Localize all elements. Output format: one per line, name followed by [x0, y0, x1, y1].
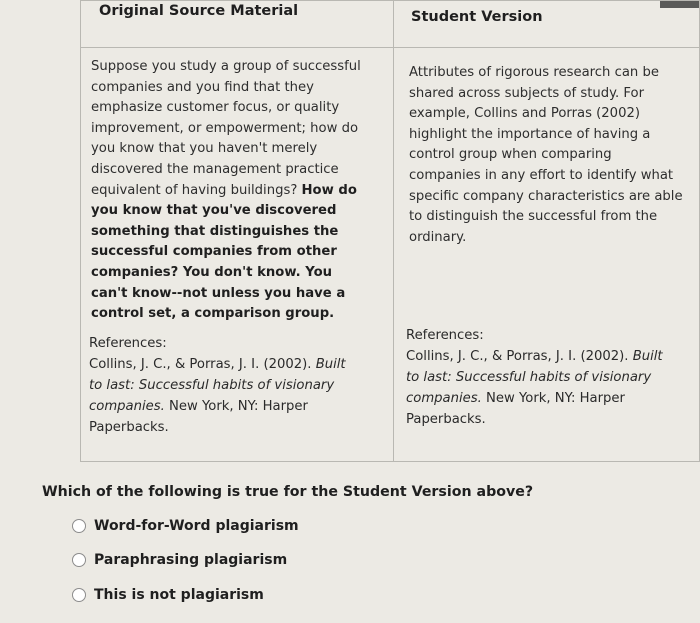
- original-line: companies and you find that they: [91, 79, 314, 95]
- reference-italic: companies.: [89, 399, 165, 414]
- reference-italic: companies.: [406, 391, 482, 406]
- references-label: References:: [406, 328, 484, 343]
- original-line-bold: How do: [301, 182, 357, 198]
- student-header: Student Version: [411, 9, 543, 25]
- original-line-bold: companies? You don't know. You: [91, 264, 333, 280]
- option-label: This is not plagiarism: [94, 587, 264, 603]
- comparison-table: [80, 0, 700, 462]
- reference-line: [406, 346, 696, 367]
- reference-italic: Built: [315, 357, 346, 372]
- student-line: companies in any effort to identify what: [409, 167, 674, 183]
- original-line: improvement, or empowerment; how do: [91, 120, 359, 136]
- option-label: Word-for-Word plagiarism: [94, 518, 299, 534]
- reference-line: [89, 354, 379, 375]
- question-text: Which of the following is true for the Student Version above?: [42, 484, 534, 500]
- original-line-bold: you know that you've discovered: [91, 203, 337, 219]
- radio-button[interactable]: [72, 553, 86, 567]
- original-line-bold: successful companies from other: [91, 244, 337, 260]
- reference-italic: to last: Successful habits of visionary: [406, 370, 652, 385]
- reference-line: [89, 396, 379, 417]
- reference-line: Paperbacks.: [89, 420, 169, 435]
- original-line-bold: can't know--not unless you have a: [91, 285, 346, 301]
- option-label: Paraphrasing plagiarism: [94, 552, 288, 568]
- reference-text: New York, NY: Harper: [481, 391, 625, 406]
- option-not-plagiarism[interactable]: [72, 587, 264, 603]
- student-line: control group when comparing: [409, 147, 612, 163]
- original-line-bold: something that distinguishes the: [91, 223, 339, 239]
- radio-button[interactable]: [72, 519, 86, 533]
- references-label: References:: [89, 336, 167, 351]
- original-references: [89, 333, 379, 438]
- radio-button[interactable]: [72, 588, 86, 602]
- student-line: highlight the importance of having a: [409, 126, 651, 142]
- reference-text: New York, NY: Harper: [164, 399, 308, 414]
- student-line: example, Collins and Porras (2002): [409, 106, 640, 122]
- student-line: Attributes of rigorous research can be: [409, 65, 659, 80]
- original-line-bold: control set, a comparison group.: [91, 306, 335, 322]
- original-line: [91, 181, 381, 202]
- reference-italic: to last: Successful habits of visionary: [89, 378, 335, 393]
- original-line: Suppose you study a group of successful: [91, 59, 361, 74]
- reference-line: Paperbacks.: [406, 412, 486, 427]
- original-passage: [91, 57, 381, 325]
- original-line: discovered the management practice: [91, 161, 339, 177]
- option-paraphrasing[interactable]: [72, 552, 287, 568]
- student-line: ordinary.: [409, 229, 467, 245]
- original-line: you know that you haven't merely: [91, 141, 318, 157]
- original-line-text: equivalent of having buildings?: [91, 182, 302, 198]
- original-header: Original Source Material: [99, 3, 299, 19]
- student-line: specific company characteristics are able: [409, 188, 683, 204]
- student-passage: [409, 63, 689, 248]
- reference-italic: Built: [632, 349, 663, 364]
- reference-text: Collins, J. C., & Porras, J. I. (2002).: [406, 349, 633, 364]
- reference-line: [406, 388, 696, 409]
- column-divider: [393, 1, 394, 461]
- student-references: [406, 325, 696, 430]
- reference-text: Collins, J. C., & Porras, J. I. (2002).: [89, 357, 316, 372]
- header-divider: [81, 47, 699, 48]
- option-word-for-word[interactable]: [72, 518, 299, 534]
- original-line: emphasize customer focus, or quality: [91, 100, 340, 116]
- student-line: shared across subjects of study. For: [409, 85, 645, 101]
- student-line: to distinguish the successful from the: [409, 209, 658, 225]
